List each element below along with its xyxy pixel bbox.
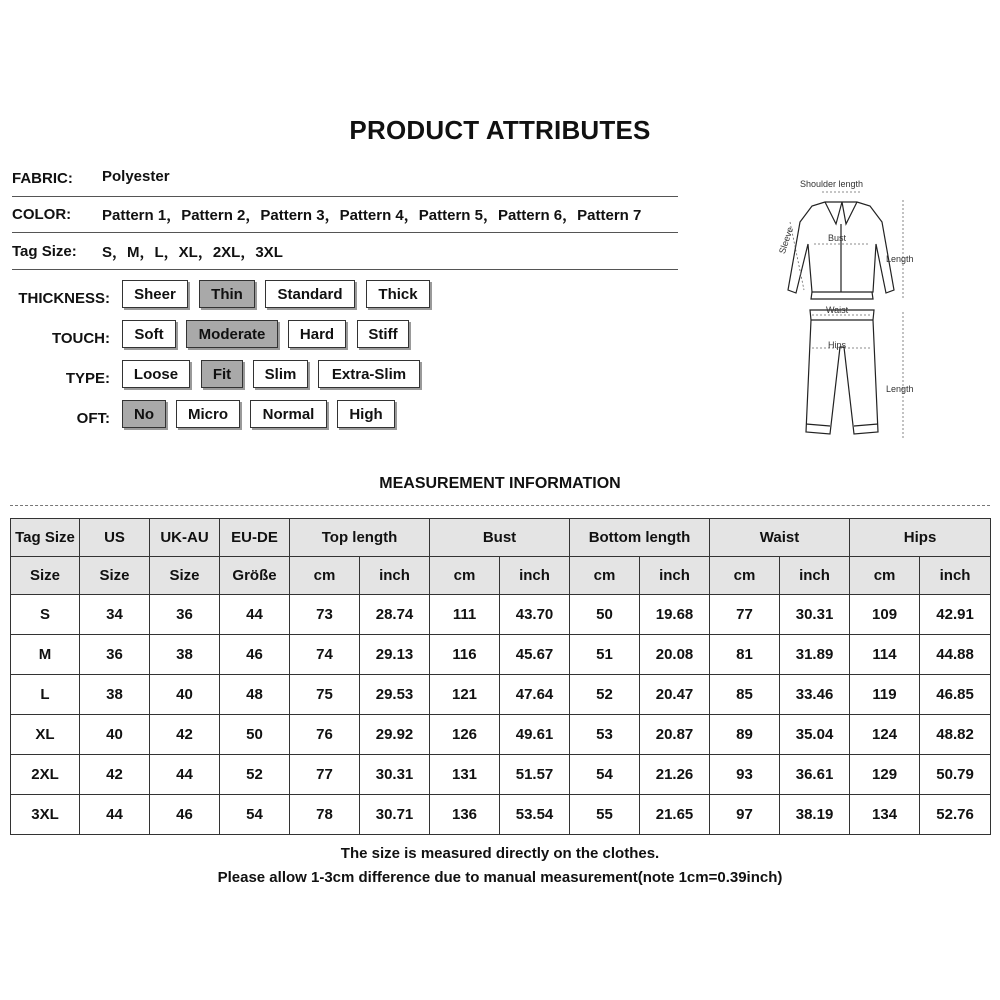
table-cell: 73 (290, 595, 360, 635)
table-header-cell: US (80, 519, 150, 557)
table-cell: 134 (850, 795, 920, 835)
attr-value: Pattern 1，Pattern 2，Pattern 3，Pattern 4，Pattern 5，Pattern 6，Pattern 7 (102, 207, 642, 224)
table-cell: 38.19 (780, 795, 850, 835)
table-cell: 46 (220, 635, 290, 675)
table-cell: 47.64 (500, 675, 570, 715)
diagram-label-hips: Hips (828, 340, 847, 350)
attr-fabric (12, 160, 678, 197)
table-cell: 21.26 (640, 755, 710, 795)
table-cell: 44.88 (920, 635, 991, 675)
table-subheader-cell: inch (500, 557, 570, 595)
table-cell: XL (11, 715, 80, 755)
option-box: Thick (366, 280, 430, 308)
table-cell: 50 (220, 715, 290, 755)
table-cell: 46 (150, 795, 220, 835)
table-subheader-cell: cm (290, 557, 360, 595)
option-label: TYPE: (65, 370, 110, 387)
table-cell: 40 (150, 675, 220, 715)
table-cell: 126 (430, 715, 500, 755)
attr-value: Polyester (102, 168, 170, 185)
table-cell: 44 (220, 595, 290, 635)
table-cell: 50.79 (920, 755, 991, 795)
table-cell: 30.31 (780, 595, 850, 635)
note-line: Please allow 1-3cm difference due to manual measurement(note 1cm=0.39inch) (217, 869, 783, 886)
table-cell: 31.89 (780, 635, 850, 675)
table-cell: L (11, 675, 80, 715)
table-cell: 78 (290, 795, 360, 835)
option-box: No (122, 400, 166, 428)
option-label: TOUCH: (51, 330, 110, 347)
table-cell: 36 (80, 635, 150, 675)
table-cell: 121 (430, 675, 500, 715)
table-cell: 52 (220, 755, 290, 795)
table-cell: 77 (710, 595, 780, 635)
table-cell: 136 (430, 795, 500, 835)
table-cell: 20.47 (640, 675, 710, 715)
option-label: THICKNESS: (18, 290, 110, 307)
table-cell: 38 (150, 635, 220, 675)
table-cell: S (11, 595, 80, 635)
attr-value: S，M，L，XL，2XL，3XL (102, 244, 283, 261)
table-cell: 53 (570, 715, 640, 755)
table-cell: 36.61 (780, 755, 850, 795)
table-cell: 19.68 (640, 595, 710, 635)
table-cell: 45.67 (500, 635, 570, 675)
diagram-label-bust: Bust (828, 233, 847, 243)
table-subheader-cell: Size (150, 557, 220, 595)
table-cell: 97 (710, 795, 780, 835)
option-box: Loose (122, 360, 190, 388)
option-box: Stiff (357, 320, 409, 348)
option-box: Standard (265, 280, 355, 308)
table-cell: 29.92 (360, 715, 430, 755)
attr-label: Tag Size: (12, 243, 77, 260)
table-cell: 50 (570, 595, 640, 635)
table-row (11, 715, 991, 755)
table-cell: 116 (430, 635, 500, 675)
table-cell: 36 (150, 595, 220, 635)
table-cell: 53.54 (500, 795, 570, 835)
diagram-label-shoulder: Shoulder length (800, 179, 864, 189)
table-cell: 81 (710, 635, 780, 675)
table-row (11, 595, 991, 635)
table-cell: 114 (850, 635, 920, 675)
table-cell: 28.74 (360, 595, 430, 635)
table-cell: 124 (850, 715, 920, 755)
table-subheader-cell: cm (570, 557, 640, 595)
table-cell: 3XL (11, 795, 80, 835)
table-subheader-cell: inch (360, 557, 430, 595)
option-box: Extra-Slim (318, 360, 420, 388)
table-subheader-row (11, 557, 991, 595)
attr-label: FABRIC: (12, 170, 73, 187)
table-cell: 76 (290, 715, 360, 755)
table-cell: 119 (850, 675, 920, 715)
option-box: Thin (199, 280, 255, 308)
table-subheader-cell: inch (780, 557, 850, 595)
table-cell: 44 (80, 795, 150, 835)
option-box: Soft (122, 320, 176, 348)
table-cell: 20.87 (640, 715, 710, 755)
table-header-row (11, 519, 991, 557)
option-box: High (337, 400, 395, 428)
table-header-cell: Tag Size (11, 519, 80, 557)
table-cell: M (11, 635, 80, 675)
table-cell: 129 (850, 755, 920, 795)
table-subheader-cell: Size (11, 557, 80, 595)
table-cell: 51.57 (500, 755, 570, 795)
table-cell: 48.82 (920, 715, 991, 755)
table-subheader-cell: cm (430, 557, 500, 595)
table-cell: 55 (570, 795, 640, 835)
diagram-label-top-length: Length (886, 254, 914, 264)
table-cell: 43.70 (500, 595, 570, 635)
page-title: PRODUCT ATTRIBUTES (349, 115, 651, 145)
pajama-set-diagram-icon (770, 172, 920, 452)
table-cell: 2XL (11, 755, 80, 795)
option-label: OFT: (76, 410, 110, 427)
table-cell: 77 (290, 755, 360, 795)
option-box: Fit (201, 360, 243, 388)
table-row (11, 675, 991, 715)
table-cell: 131 (430, 755, 500, 795)
table-cell: 29.53 (360, 675, 430, 715)
table-cell: 75 (290, 675, 360, 715)
table-cell: 38 (80, 675, 150, 715)
table-cell: 29.13 (360, 635, 430, 675)
table-cell: 49.61 (500, 715, 570, 755)
diagram-label-sleeve: Sleeve (777, 225, 796, 256)
table-cell: 42 (80, 755, 150, 795)
diagram-label-bottom-length: Length (886, 384, 914, 394)
table-cell: 74 (290, 635, 360, 675)
table-cell: 109 (850, 595, 920, 635)
attr-color (12, 196, 678, 233)
attr-label: COLOR: (12, 206, 72, 223)
table-subheader-cell: Size (80, 557, 150, 595)
table-row (11, 755, 991, 795)
table-subheader-cell: Größe (220, 557, 290, 595)
table-cell: 21.65 (640, 795, 710, 835)
attr-tag-size (12, 233, 678, 270)
measurement-title: MEASUREMENT INFORMATION (379, 475, 621, 492)
table-subheader-cell: inch (920, 557, 991, 595)
option-box: Slim (253, 360, 308, 388)
table-cell: 20.08 (640, 635, 710, 675)
table-header-cell: Bottom length (570, 519, 710, 557)
option-box: Micro (176, 400, 240, 428)
table-subheader-cell: inch (640, 557, 710, 595)
table-subheader-cell: cm (710, 557, 780, 595)
table-cell: 93 (710, 755, 780, 795)
table-cell: 54 (570, 755, 640, 795)
table-header-cell: Top length (290, 519, 430, 557)
option-box: Hard (288, 320, 346, 348)
table-header-cell: EU-DE (220, 519, 290, 557)
table-cell: 51 (570, 635, 640, 675)
table-row (11, 795, 991, 835)
option-box: Sheer (122, 280, 188, 308)
table-cell: 85 (710, 675, 780, 715)
table-row (11, 635, 991, 675)
option-box: Normal (250, 400, 327, 428)
table-cell: 54 (220, 795, 290, 835)
table-cell: 89 (710, 715, 780, 755)
dashed-divider (10, 505, 990, 506)
table-header-cell: UK-AU (150, 519, 220, 557)
table-cell: 44 (150, 755, 220, 795)
note-line: The size is measured directly on the clothes. (340, 845, 660, 862)
table-cell: 30.31 (360, 755, 430, 795)
diagram-label-waist: Waist (826, 305, 849, 315)
table-subheader-cell: cm (850, 557, 920, 595)
table-cell: 52.76 (920, 795, 991, 835)
table-cell: 48 (220, 675, 290, 715)
table-cell: 111 (430, 595, 500, 635)
option-box: Moderate (186, 320, 278, 348)
table-header-cell: Hips (850, 519, 991, 557)
table-cell: 30.71 (360, 795, 430, 835)
measurement-table (10, 518, 991, 835)
table-cell: 33.46 (780, 675, 850, 715)
table-header-cell: Bust (430, 519, 570, 557)
table-cell: 42.91 (920, 595, 991, 635)
table-header-cell: Waist (710, 519, 850, 557)
table-cell: 34 (80, 595, 150, 635)
table-cell: 52 (570, 675, 640, 715)
table-cell: 42 (150, 715, 220, 755)
table-cell: 35.04 (780, 715, 850, 755)
table-cell: 40 (80, 715, 150, 755)
table-cell: 46.85 (920, 675, 991, 715)
